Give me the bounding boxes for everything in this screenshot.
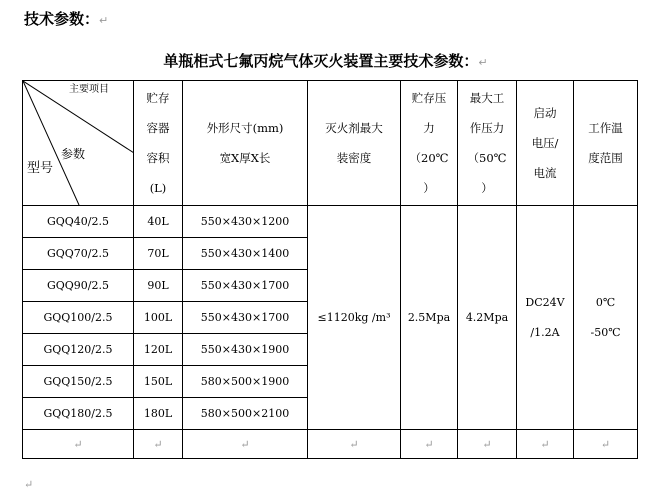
cell-volume: 120L: [134, 334, 183, 366]
table-title-text: 单瓶柜式七氟丙烷气体灭火装置主要技术参数：: [163, 52, 479, 70]
cell-pressure: 2.5Mpa: [401, 206, 458, 430]
cell-volume: 40L: [134, 206, 183, 238]
empty-cell: ↵: [517, 430, 574, 459]
cell-size: 550×430×1400: [183, 238, 308, 270]
spec-table: [22, 80, 638, 459]
empty-cell: ↵: [183, 430, 308, 459]
cell-size: 550×430×1700: [183, 302, 308, 334]
table-title: [0, 50, 651, 71]
cell-model: GQQ70/2.5: [23, 238, 134, 270]
empty-cell: ↵: [574, 430, 638, 459]
empty-row: [23, 430, 638, 459]
header-max-pressure: 最大工 作压力 （50℃ ）: [458, 81, 517, 206]
header-params: 参数: [61, 147, 86, 161]
section-heading: [24, 8, 108, 29]
empty-cell: ↵: [458, 430, 517, 459]
cell-size: 550×430×1700: [183, 270, 308, 302]
diagonal-header-cell: [23, 81, 134, 206]
header-main-items: 主要项目: [69, 84, 109, 95]
header-pressure: 贮存压 力 （20℃ ）: [401, 81, 458, 206]
empty-cell: ↵: [401, 430, 458, 459]
cell-size: 550×430×1900: [183, 334, 308, 366]
cell-volume: 70L: [134, 238, 183, 270]
header-density: 灭火剂最大 装密度: [308, 81, 401, 206]
section-heading-text: 技术参数：: [24, 10, 100, 28]
cell-model: GQQ40/2.5: [23, 206, 134, 238]
cell-model: GQQ150/2.5: [23, 366, 134, 398]
cell-model: GQQ120/2.5: [23, 334, 134, 366]
cell-volume: 150L: [134, 366, 183, 398]
header-volume: 贮存 容器 容积 (L): [134, 81, 183, 206]
cell-volume: 100L: [134, 302, 183, 334]
cell-model: GQQ180/2.5: [23, 398, 134, 430]
cell-density: ≤1120kg /m³: [308, 206, 401, 430]
cell-model: GQQ90/2.5: [23, 270, 134, 302]
cell-temp: 0℃ -50℃: [574, 206, 638, 430]
empty-cell: ↵: [308, 430, 401, 459]
cell-max-pressure: 4.2Mpa: [458, 206, 517, 430]
cell-start: DC24V /1.2A: [517, 206, 574, 430]
cell-model: GQQ100/2.5: [23, 302, 134, 334]
empty-cell: ↵: [134, 430, 183, 459]
cell-size: 580×500×1900: [183, 366, 308, 398]
table-row: [23, 206, 638, 238]
paragraph-mark: ↵: [99, 14, 109, 27]
paragraph-mark: ↵: [24, 478, 34, 491]
header-model: 型号: [27, 161, 54, 176]
header-start: 启动 电压/ 电流: [517, 81, 574, 206]
header-temp: 工作温 度范围: [574, 81, 638, 206]
header-row: [23, 81, 638, 206]
diagonal-lines: [23, 81, 134, 205]
empty-cell: ↵: [23, 430, 134, 459]
cell-size: 580×500×2100: [183, 398, 308, 430]
cell-size: 550×430×1200: [183, 206, 308, 238]
cell-volume: 90L: [134, 270, 183, 302]
paragraph-mark: ↵: [478, 56, 488, 69]
cell-volume: 180L: [134, 398, 183, 430]
header-size: 外形尺寸(mm) 宽X厚X长: [183, 81, 308, 206]
